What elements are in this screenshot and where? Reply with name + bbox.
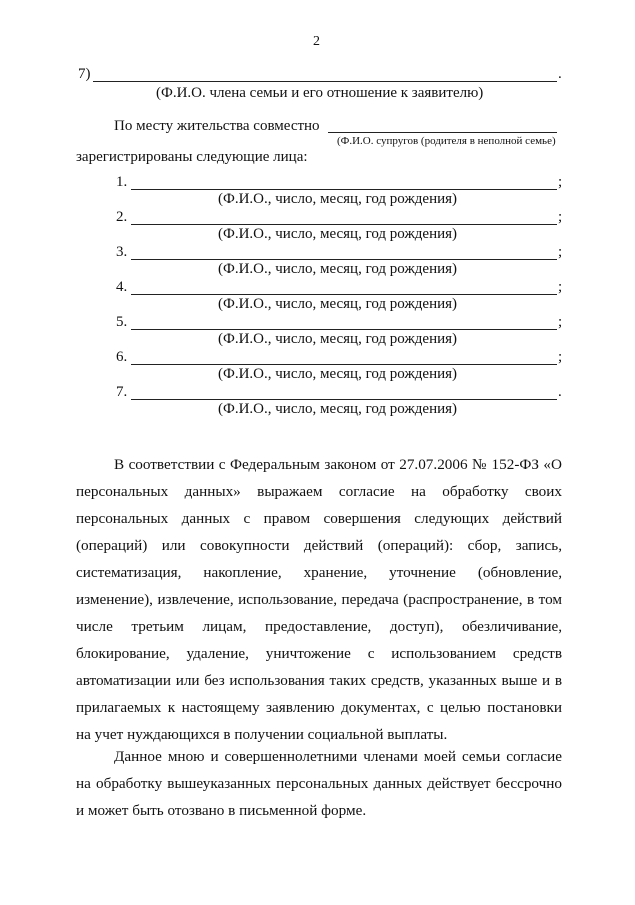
person-number: 3.: [116, 244, 128, 260]
person-number: 4.: [116, 279, 128, 295]
member-7-label: 7): [78, 66, 91, 82]
person-number: 5.: [116, 314, 128, 330]
person-caption: (Ф.И.О., число, месяц, год рождения): [218, 401, 458, 417]
residence-prefix: По месту жительства совместно: [114, 118, 320, 134]
member-7-line: [93, 81, 557, 82]
person-number: 7.: [116, 384, 128, 400]
person-end: ;: [558, 174, 563, 190]
person-end: ;: [558, 244, 563, 260]
person-caption: (Ф.И.О., число, месяц, год рождения): [218, 191, 458, 207]
person-number: 2.: [116, 209, 128, 225]
registered-label: зарегистрированы следующие лица:: [76, 149, 308, 165]
person-caption: (Ф.И.О., число, месяц, год рождения): [218, 331, 458, 347]
spouse-caption: (Ф.И.О. супругов (родителя в неполной семье): [337, 135, 556, 147]
person-caption: (Ф.И.О., число, месяц, год рождения): [218, 226, 458, 242]
person-caption: (Ф.И.О., число, месяц, год рождения): [218, 261, 458, 277]
person-line: [131, 399, 557, 400]
person-line: [131, 329, 557, 330]
person-line: [131, 224, 557, 225]
person-line: [131, 259, 557, 260]
consent-paragraph: В соответствии с Федеральным законом от 27.07.2006 № 152-ФЗ «О персональных данных» выражаем согласие на обработку своих персональных данных с правом совершения следующих действий (операций) или совокупности действий (операций): сбор, запись, систематизация, накопление, хранение, уточнение (обновление, изменение), извлечение, использование, передача (распространение, в том числе третьим лицам, предоставление, доступ), обезличивание, блокирование, удаление, уничтожение с использованием средств автоматизации или без использования таких средств, указанных выше и в прилагаемых к настоящему заявлению документах, с целью постановки на учет нуждающихся в получении социальной выплаты.: [76, 456, 562, 743]
person-number: 6.: [116, 349, 128, 365]
person-line: [131, 364, 557, 365]
person-end: ;: [558, 209, 563, 225]
person-line: [131, 189, 557, 190]
person-end: ;: [558, 314, 563, 330]
member-7-caption: (Ф.И.О. члена семьи и его отношение к заявителю): [156, 85, 484, 101]
validity-paragraph: Данное мною и совершеннолетними членами моей семьи согласие на обработку вышеуказанных персональных данных действует бессрочно и может быть отозвано в письменной форме.: [76, 748, 562, 819]
person-number: 1.: [116, 174, 128, 190]
spouse-line: [328, 132, 557, 133]
person-caption: (Ф.И.О., число, месяц, год рождения): [218, 296, 458, 312]
member-7-end: .: [558, 66, 562, 82]
person-end: ;: [558, 349, 563, 365]
person-caption: (Ф.И.О., число, месяц, год рождения): [218, 366, 458, 382]
page-number: 2: [313, 34, 320, 49]
person-line: [131, 294, 557, 295]
person-end: .: [558, 384, 562, 400]
person-end: ;: [558, 279, 563, 295]
